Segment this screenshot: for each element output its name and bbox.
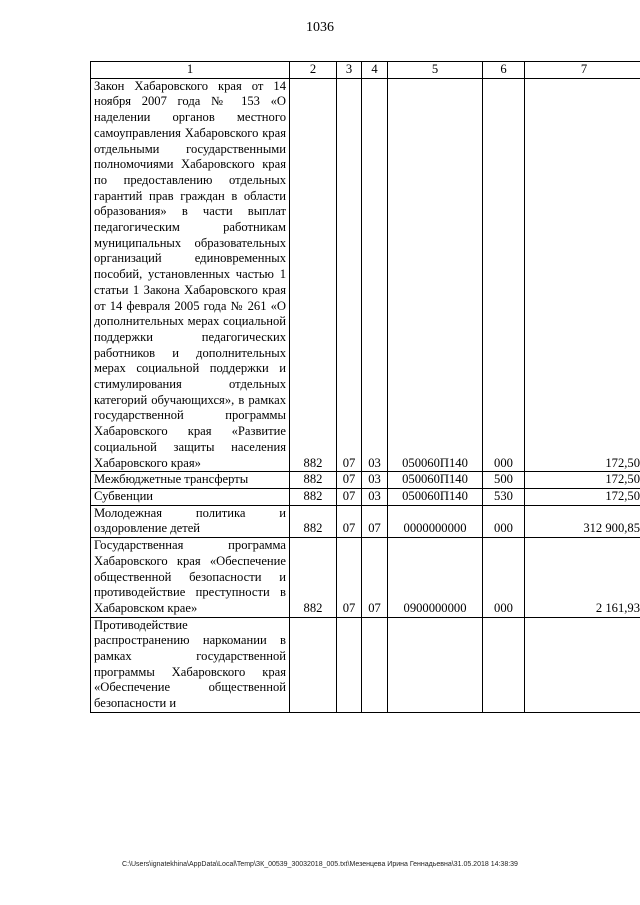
row-col-5: 050060П140 xyxy=(388,472,483,489)
row-name: Молодежная политика и оздоровление детей xyxy=(91,505,290,537)
row-col-5 xyxy=(388,617,483,712)
table-row xyxy=(91,488,640,505)
row-col-3 xyxy=(337,617,362,712)
row-col-4: 03 xyxy=(362,78,388,472)
row-col-4: 03 xyxy=(362,472,388,489)
header-col-2: 2 xyxy=(290,62,337,79)
row-col-5: 0900000000 xyxy=(388,538,483,618)
header-col-3: 3 xyxy=(337,62,362,79)
row-name: Противодействие распространению наркомании в рамках государственной программы Хабаровского края «Обеспечение общественной безопасности и xyxy=(91,617,290,712)
row-col-4: 03 xyxy=(362,488,388,505)
row-col-7: 312 900,85 xyxy=(525,505,640,537)
row-col-6: 500 xyxy=(483,472,525,489)
row-col-4: 07 xyxy=(362,505,388,537)
row-col-2 xyxy=(290,617,337,712)
row-col-6: 000 xyxy=(483,505,525,537)
table-row xyxy=(91,538,640,618)
row-col-3: 07 xyxy=(337,78,362,472)
row-col-2: 882 xyxy=(290,488,337,505)
table-row xyxy=(91,505,640,537)
row-name: Субвенции xyxy=(91,488,290,505)
table-row xyxy=(91,78,640,472)
header-col-5: 5 xyxy=(388,62,483,79)
row-col-5: 050060П140 xyxy=(388,78,483,472)
table-row xyxy=(91,472,640,489)
row-col-6: 000 xyxy=(483,538,525,618)
row-col-5: 050060П140 xyxy=(388,488,483,505)
row-col-3: 07 xyxy=(337,538,362,618)
row-col-4: 07 xyxy=(362,538,388,618)
row-col-2: 882 xyxy=(290,472,337,489)
row-col-3: 07 xyxy=(337,488,362,505)
header-col-4: 4 xyxy=(362,62,388,79)
row-name: Межбюджетные трансферты xyxy=(91,472,290,489)
row-name: Государственная программа Хабаровского края «Обеспечение общественной безопасности и противодействие преступности в Хабаровском крае» xyxy=(91,538,290,618)
budget-table xyxy=(90,61,640,713)
row-col-2: 882 xyxy=(290,538,337,618)
row-col-4 xyxy=(362,617,388,712)
table-header-row xyxy=(91,62,640,79)
row-col-2: 882 xyxy=(290,505,337,537)
row-name: Закон Хабаровского края от 14 ноября 2007 года № 153 «О наделении органов местного самоуправления Хабаровского края отдельными государственными полномочиями Хабаровского края по предоставлению отдельных гарантий прав граждан в области образования» в части выплат педагогическим работникам муниципальных образовательных организаций единовременных пособий, установленных частью 1 статьи 1 Закона Хабаровского края от 14 февраля 2005 года № 261 «О дополнительных мерах социальной поддержки педагогических работников и дополнительных мерах социальной поддержки и стимулирования отдельных категорий обучающихся», в рамках государственной программы Хабаровского края «Развитие социальной защиты населения Хабаровского края» xyxy=(91,78,290,472)
row-col-7: 2 161,93 xyxy=(525,538,640,618)
row-col-7 xyxy=(525,617,640,712)
row-col-6 xyxy=(483,617,525,712)
row-col-5: 0000000000 xyxy=(388,505,483,537)
row-col-3: 07 xyxy=(337,472,362,489)
header-col-7: 7 xyxy=(525,62,640,79)
header-col-1: 1 xyxy=(91,62,290,79)
row-col-2: 882 xyxy=(290,78,337,472)
row-col-3: 07 xyxy=(337,505,362,537)
row-col-7: 172,50 xyxy=(525,78,640,472)
table-row xyxy=(91,617,640,712)
row-col-6: 530 xyxy=(483,488,525,505)
row-col-7: 172,50 xyxy=(525,488,640,505)
file-path-footer: C:\Users\ignatekhina\AppData\Local\Temp\ЗК_00539_30032018_005.txt\Мезенцева Ирина Геннадьевна\31.05.2018 14:38:39 xyxy=(122,861,518,868)
page-number: 1036 xyxy=(306,20,334,35)
header-col-6: 6 xyxy=(483,62,525,79)
row-col-6: 000 xyxy=(483,78,525,472)
row-col-7: 172,50 xyxy=(525,472,640,489)
